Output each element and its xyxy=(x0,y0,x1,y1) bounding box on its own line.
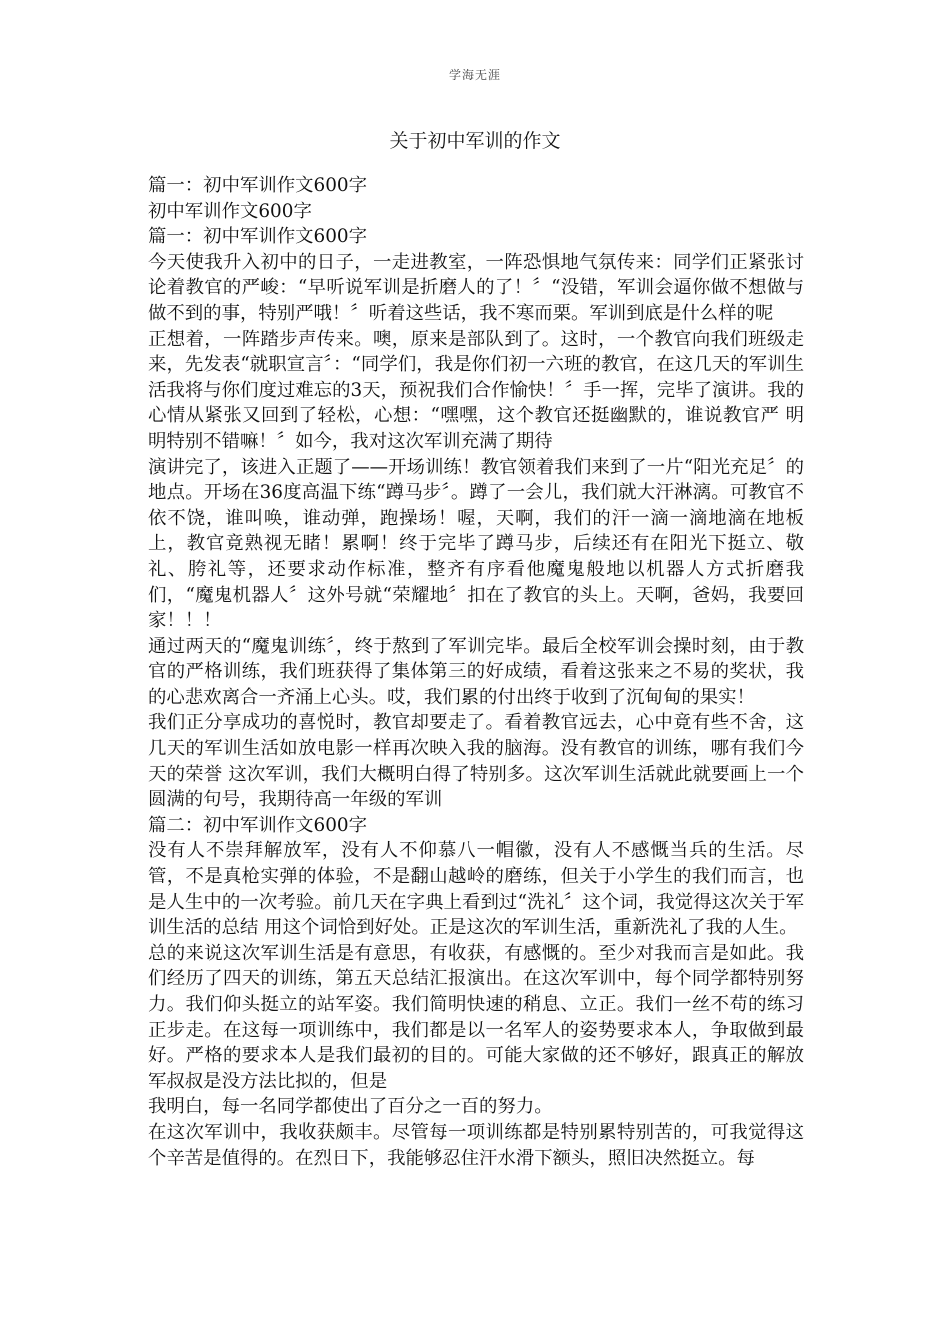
document-title: 关于初中军训的作文 xyxy=(389,130,561,152)
paragraph: 初中军训作文600字 xyxy=(148,200,312,222)
paragraph: 总的来说这次军训生活是有意思，有收获，有感慨的。至少对我而言是如此。我们经历了四天的训练，第五天总结汇报演出。在这次军训中，每个同学都特别努力。我们仰头挺立的站军姿。我们简明快速的稍息、立正。我们一丝不苟的练习正步走。在这每一项训练中，我们都是以一名军人的姿势要求本人，争取做到最好。严格的要求本人是我们最初的目的。可能大家做的还不够好，跟真正的解放军叔叔是没方法比拟的，但是 xyxy=(148,942,804,1092)
paragraph: 篇一：初中军训作文600字 xyxy=(148,226,368,248)
paragraph: 演讲完了，该进入正题了——开场训练！教官领着我们来到了一片“阳光充足〞的地点。开场在36度高温下练“蹲马步〞。蹲了一会儿，我们就大汗淋漓。可教官不依不饶，谁叫唤，谁动弹，跑操场！喔，天啊，我们的汗一滴一滴地滴在地板上，教官竟熟视无睹！累啊！终于完毕了蹲马步，后续还有在阳光下挺立、敬礼、胯礼等，还要求动作标准，整齐有序看他魔鬼般地以机器人方式折磨我们，“魔鬼机器人〞这外号就“荣耀地〞扣在了教官的头上。天啊，爸妈，我要回家！！！ xyxy=(148,456,804,632)
paragraph: 正想着，一阵踏步声传来。噢，原来是部队到了。这时，一个教官向我们班级走来，先发表“就职宣言〞：“同学们，我是你们初一六班的教官，在这几天的军训生活我将与你们度过难忘的3天，预祝我们合作愉快！〞手一挥，完毕了演讲。我的心情从紧张又回到了轻松，心想：“嘿嘿，这个教官还挺幽默的，谁说教官严 明明特别不错嘛！〞如今，我对这次军训充满了期待 xyxy=(148,328,804,452)
paragraph: 今天使我升入初中的日子，一走进教室，一阵恐惧地气氛传来：同学们正紧张讨论着教官的严峻：“早听说军训是折磨人的了！〞“没错，军训会逼你做不想做与做不到的事，特别严哦！〞听着这些话，我不寒而栗。军训到底是什么样的呢 xyxy=(148,251,804,324)
paragraph: 没有人不崇拜解放军，没有人不仰慕八一帽徽，没有人不感慨当兵的生活。尽管，不是真枪实弹的体验，不是翻山越岭的磨练，但关于小学生的我们而言，也是人生中的一次考验。前几天在字典上看到过“洗礼〞这个词，我觉得这次关于军训生活的总结 用这个词恰到好处。正是这次的军训生活，重新洗礼了我的人生。 xyxy=(148,840,804,939)
paragraph: 篇一：初中军训作文600字 xyxy=(148,175,368,196)
paragraph: 在这次军训中，我收获颇丰。尽管每一项训练都是特别累特别苦的，可我觉得这个辛苦是值得的。在烈日下，我能够忍住汗水滑下额头，照旧决然挺立。每 xyxy=(148,1121,804,1169)
page-header: 学海无涯 xyxy=(448,68,501,82)
document-body xyxy=(148,173,804,1171)
paragraph: 我明白，每一名同学都使出了百分之一百的努力。 xyxy=(148,1096,553,1118)
paragraph: 我们正分享成功的喜悦时，教官却要走了。看着教官远去，心中竟有些不舍，这几天的军训生活如放电影一样再次映入我的脑海。没有教官的训练，哪有我们今天的荣誉 这次军训，我们大概明白得了特别多。这次军训生活就此就要画上一个圆满的句号，我期待高一年级的军训 xyxy=(148,712,804,811)
paragraph: 篇二：初中军训作文600字 xyxy=(148,814,368,836)
paragraph: 通过两天的“魔鬼训练〞，终于熬到了军训完毕。最后全校军训会操时刻，由于教官的严格训练，我们班获得了集体第三的好成绩，看着这张来之不易的奖状，我的心悲欢离合一齐涌上心头。哎，我们累的付出终于收到了沉甸甸的果实！ xyxy=(148,635,804,708)
